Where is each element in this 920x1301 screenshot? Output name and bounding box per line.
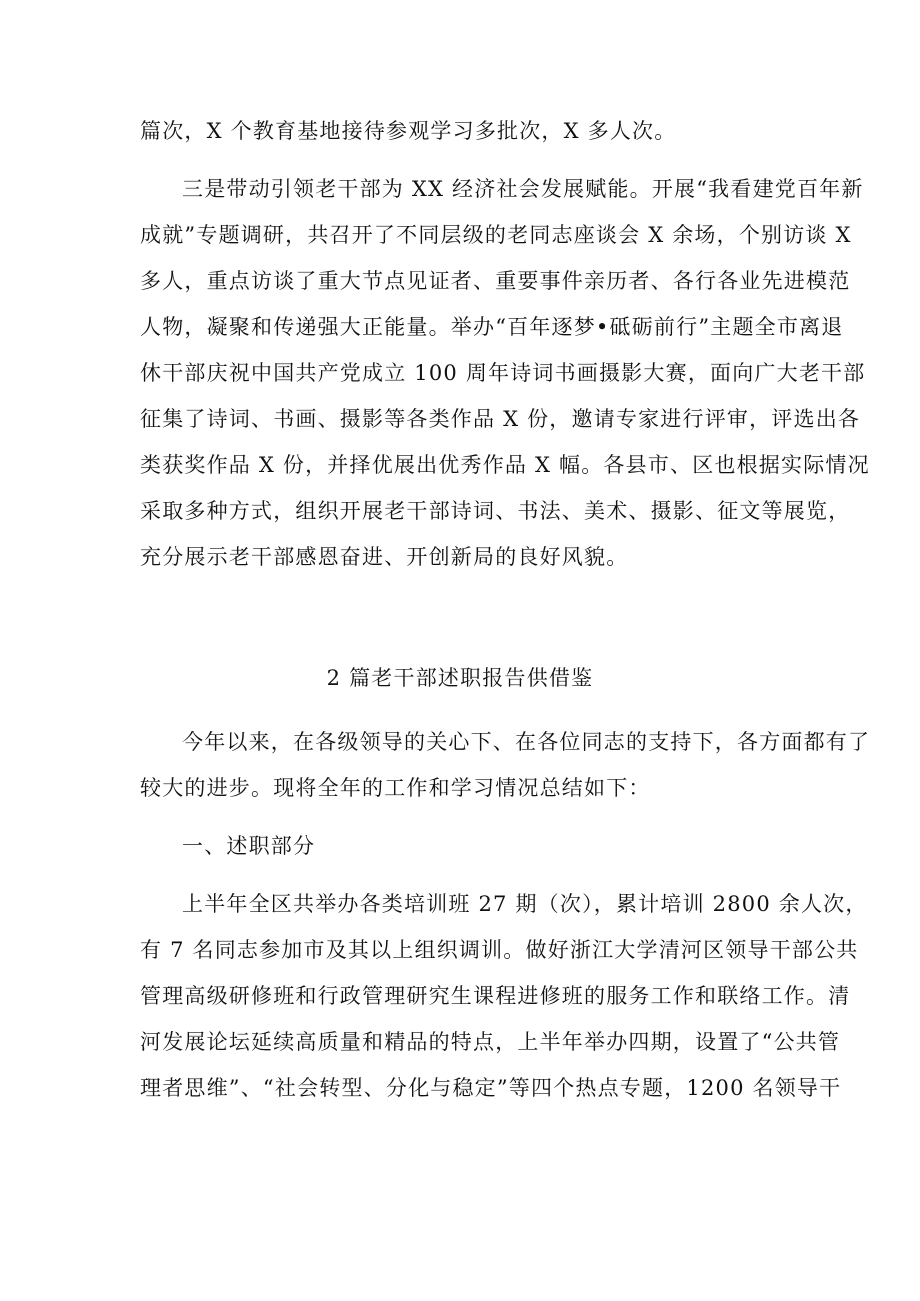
paragraph-line: 三是带动引领老干部为 XX 经济社会发展赋能。开展“我看建党百年新	[182, 177, 864, 201]
paragraph-line: 管理高级研修班和行政管理研究生课程进修班的服务工作和联络工作。清	[140, 984, 851, 1008]
section-title: 2 篇老干部述职报告供借鉴	[326, 666, 594, 690]
paragraph-line: 征集了诗词、书画、摄影等各类作品 X 份，邀请专家进行评审，评选出各	[140, 407, 861, 431]
paragraph-line: 人物，凝聚和传递强大正能量。举办“百年逐梦•砥砺前行”主题全市离退	[140, 315, 844, 339]
paragraph-line: 河发展论坛延续高质量和精品的特点，上半年举办四期，设置了“公共管	[140, 1030, 841, 1054]
paragraph-line: 有 7 名同志参加市及其以上组织调训。做好浙江大学清河区领导干部公共	[140, 938, 859, 962]
paragraph-line: 较大的进步。现将全年的工作和学习情况总结如下：	[140, 776, 651, 800]
paragraph-line: 上半年全区共举办各类培训班 27 期（次），累计培训 2800 余人次，	[182, 892, 868, 916]
paragraph-line: 充分展示老干部感恩奋进、开创新局的良好风貌。	[140, 545, 629, 569]
paragraph-line: 理者思维”、“社会转型、分化与稳定”等四个热点专题，1200 名领导干	[140, 1076, 842, 1100]
paragraph-line: 成就”专题调研，共召开了不同层级的老同志座谈会 X 余场，个别访谈 X	[140, 223, 852, 247]
paragraph-line: 类获奖作品 X 份，并择优展出优秀作品 X 幅。各县市、区也根据实际情况	[140, 453, 870, 477]
subheading: 一、述职部分	[182, 834, 316, 858]
paragraph-line: 休干部庆祝中国共产党成立 100 周年诗词书画摄影大赛，面向广大老干部	[140, 361, 866, 385]
paragraph-line: 采取多种方式，组织开展老干部诗词、书法、美术、摄影、征文等展览，	[140, 499, 851, 523]
paragraph-line: 多人，重点访谈了重大节点见证者、重要事件亲历者、各行各业先进模范	[140, 269, 851, 293]
paragraph-line: 今年以来，在各级领导的关心下、在各位同志的支持下，各方面都有了	[182, 730, 871, 754]
paragraph-line: 篇次，X 个教育基地接待参观学习多批次，X 多人次。	[140, 119, 677, 143]
